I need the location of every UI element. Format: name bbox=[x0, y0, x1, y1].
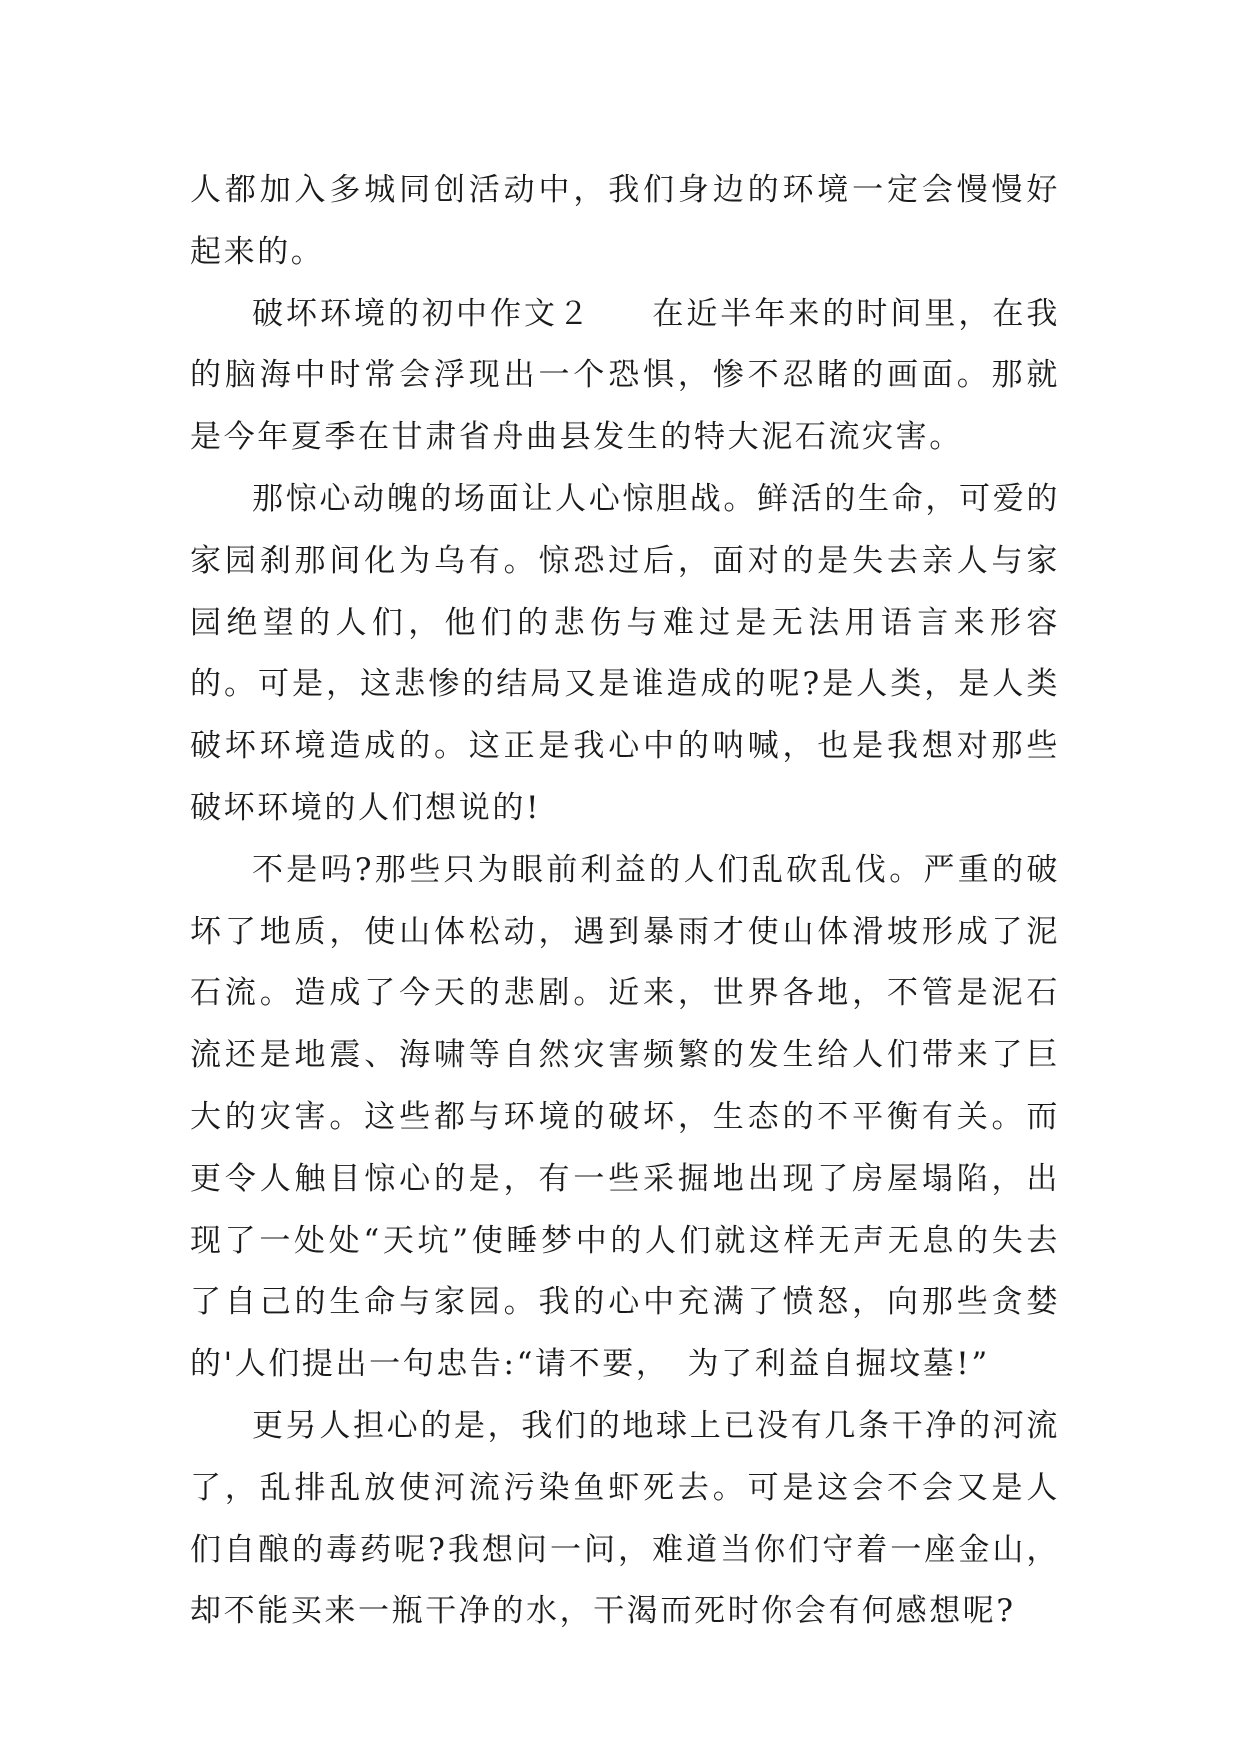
paragraph-continuation: 人都加入多城同创活动中，我们身边的环境一定会慢慢好起来的。 bbox=[190, 172, 1060, 270]
paragraph-heading-intro bbox=[190, 284, 1060, 469]
paragraph: 那惊心动魄的场面让人心惊胆战。鲜活的生命，可爱的家园刹那间化为乌有。惊恐过后，面对的是失去亲人与家园绝望的人们，他们的悲伤与难过是无法用语言来形容的。可是，这悲惨的结局又是谁造成的呢?是人类，是人类破坏环境造成的。这正是我心中的呐喊，也是我想对那些破坏环境的人们想说的! bbox=[190, 480, 1060, 826]
paragraph-text: 在近半年来的时间里，在我的脑海中时常会浮现出一个恐惧，惨不忍睹的画面。那就是今年夏季在甘肃省舟曲县发生的特大泥石流灾害。 bbox=[190, 295, 1060, 456]
article-heading: 破坏环境的初中作文２ bbox=[252, 295, 592, 332]
article-body bbox=[190, 160, 1060, 1643]
paragraph: 更另人担心的是，我们的地球上已没有几条干净的河流了，乱排乱放使河流污染鱼虾死去。可是这会不会又是人们自酿的毒药呢?我想问一问，难道当你们守着一座金山，却不能买来一瓶干净的水，干渴而死时你会有何感想呢? bbox=[190, 1407, 1060, 1630]
paragraph: 不是吗?那些只为眼前利益的人们乱砍乱伐。严重的破坏了地质，使山体松动，遇到暴雨才使山体滑坡形成了泥石流。造成了今天的悲剧。近来，世界各地，不管是泥石流还是地震、海啸等自然灾害频繁的发生给人们带来了巨大的灾害。这些都与环境的破坏，生态的不平衡有关。而更令人触目惊心的是，有一些采掘地出现了房屋塌陷，出现了一处处“天坑”使睡梦中的人们就这样无声无息的失去了自己的生命与家园。我的心中充满了愤怒，向那些贪婪的'人们提出一句忠告:“请不要， 为了利益自掘坟墓!” bbox=[190, 851, 1060, 1383]
